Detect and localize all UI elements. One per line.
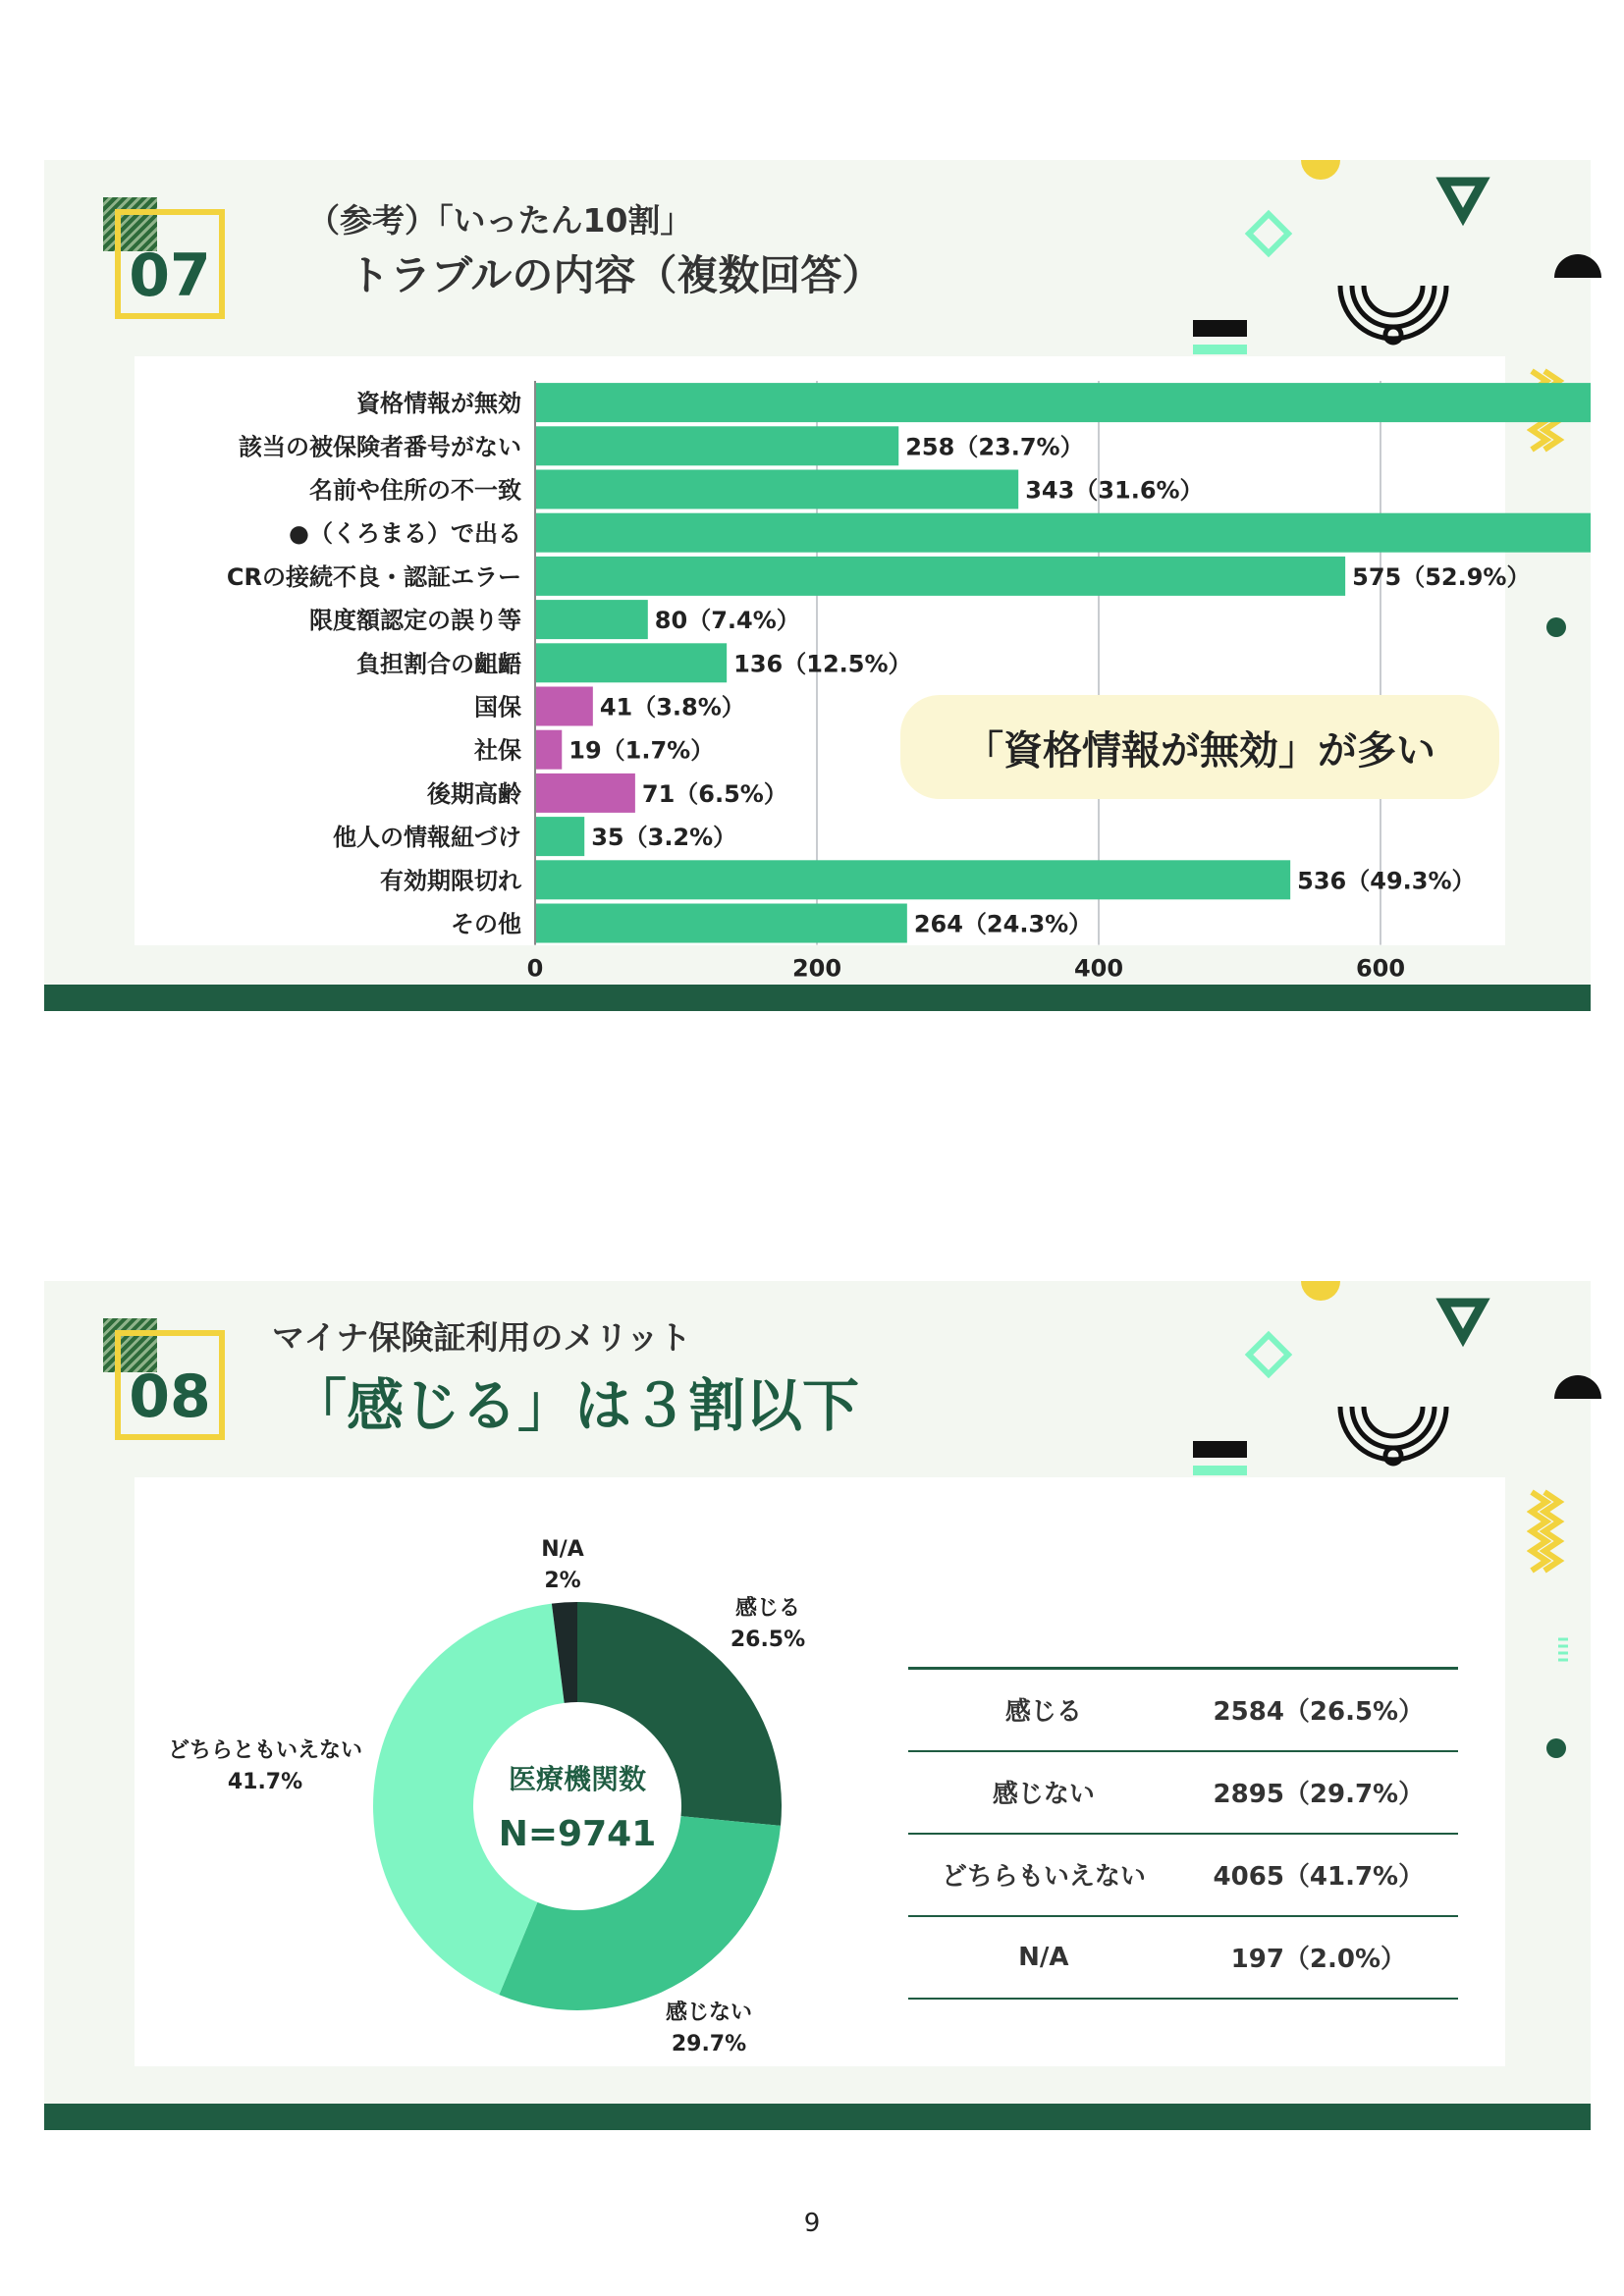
- value-label: 575（52.9%）: [1352, 562, 1531, 591]
- slide-number: 07: [129, 241, 211, 310]
- slice-label: N/A: [541, 1537, 584, 1562]
- diamond-icon: [1249, 1335, 1288, 1374]
- value-label: 41（3.8%）: [599, 693, 745, 721]
- x-tick-label: 400: [1073, 954, 1124, 983]
- table-row: [908, 1916, 1458, 1999]
- results-table: [908, 1667, 1458, 2000]
- stripes-icon: [1558, 1639, 1568, 1660]
- table-row: [908, 1834, 1458, 1916]
- x-tick-label: 600: [1355, 954, 1406, 983]
- table-cell-label: 感じない: [992, 1780, 1095, 1809]
- bar: [535, 687, 593, 726]
- bar-mint-icon: [1193, 1466, 1247, 1475]
- semicircle-yellow-icon: [1301, 1281, 1340, 1301]
- slide-subtitle: （参考）「いったん10割」: [307, 201, 693, 240]
- bar: [535, 643, 727, 682]
- slice-percent-label: 29.7%: [671, 2032, 747, 2056]
- category-label: 他人の情報紐づけ: [333, 824, 521, 852]
- category-label: CRの接続不良・認証エラー: [226, 562, 521, 591]
- bar: [535, 426, 898, 465]
- bar: [535, 600, 648, 639]
- table-cell-label: N/A: [1018, 1942, 1069, 1972]
- concentric-arcs-icon: [1340, 1407, 1446, 1464]
- table-cell-label: 感じる: [1004, 1697, 1082, 1728]
- slice-label: 感じる: [734, 1596, 801, 1621]
- slide-07: [44, 160, 1591, 1011]
- category-label: その他: [451, 910, 521, 938]
- slide-title: 「感じる」は３割以下: [290, 1372, 860, 1439]
- slide-title: トラブルの内容（複数回答）: [349, 251, 884, 299]
- slide-bottom-bar: [44, 985, 1591, 1011]
- category-label: 名前や住所の不一致: [309, 476, 521, 505]
- bar: [535, 860, 1290, 899]
- dot-icon: [1546, 1738, 1566, 1758]
- bar: [535, 557, 1345, 596]
- decoration-shapes: [1144, 1281, 1605, 1507]
- bar: [535, 730, 562, 770]
- table-cell-value: 2584（26.5%）: [1213, 1697, 1425, 1728]
- bar: [535, 513, 1591, 553]
- value-label: 80（7.4%）: [654, 607, 800, 635]
- table-cell-value: 4065（41.7%）: [1213, 1862, 1425, 1892]
- slice-label: 感じない: [665, 2001, 753, 2025]
- category-label: 限度額認定の誤り等: [309, 607, 521, 635]
- slice-percent-label: 26.5%: [730, 1628, 806, 1652]
- category-label: 後期高齢: [427, 779, 521, 808]
- slide-08: [44, 1281, 1591, 2130]
- donut-center-value: N=9741: [498, 1814, 657, 1854]
- value-label: 19（1.7%）: [568, 736, 715, 765]
- table-cell-label: どちらもいえない: [941, 1862, 1146, 1892]
- x-tick-label: 0: [526, 954, 544, 983]
- table-row: [908, 1669, 1458, 1751]
- value-label: 258（23.7%）: [905, 433, 1084, 461]
- triangle-icon: [1443, 1303, 1483, 1338]
- value-label: 536（49.3%）: [1297, 867, 1476, 895]
- bar: [535, 774, 635, 813]
- bar-chart: [44, 160, 1591, 1011]
- page-number: 9: [803, 2209, 821, 2238]
- slide-number: 08: [129, 1362, 211, 1431]
- slice-label: どちらともいえない: [167, 1738, 363, 1763]
- callout-bubble: 「資格情報が無効」が多い: [900, 695, 1499, 799]
- category-label: ●（くろまる）で出る: [289, 519, 521, 548]
- category-label: 該当の被保険者番号がない: [239, 433, 521, 461]
- slice-percent-label: 2%: [544, 1569, 581, 1593]
- value-label: 136（12.5%）: [733, 650, 912, 678]
- value-label: 264（24.3%）: [913, 910, 1093, 938]
- slice-percent-label: 41.7%: [227, 1770, 303, 1794]
- bar: [535, 383, 1591, 422]
- side-decorations: [1527, 1487, 1576, 1919]
- zigzag-icon: [1532, 1492, 1559, 1571]
- value-label: 343（31.6%）: [1025, 476, 1204, 505]
- bar: [535, 817, 584, 856]
- category-label: 国保: [474, 693, 521, 721]
- category-label: 社保: [474, 736, 521, 765]
- category-label: 資格情報が無効: [356, 390, 521, 418]
- value-label: 35（3.2%）: [591, 824, 737, 852]
- table-cell-value: 2895（29.7%）: [1213, 1780, 1425, 1809]
- slide-subtitle: マイナ保険証利用のメリット: [272, 1318, 692, 1357]
- bar: [535, 470, 1018, 509]
- value-label: 71（6.5%）: [641, 779, 787, 808]
- x-tick-label: 200: [791, 954, 842, 983]
- bar-black-icon: [1193, 1441, 1247, 1458]
- slide-bottom-bar: [44, 2104, 1591, 2130]
- donut-chart: [44, 1281, 928, 2132]
- semicircle-black-icon: [1554, 1375, 1601, 1399]
- bar: [535, 904, 907, 943]
- donut-center-title: 医療機関数: [508, 1763, 647, 1795]
- table-cell-value: 197（2.0%）: [1230, 1945, 1407, 1974]
- table-row: [908, 1751, 1458, 1834]
- category-label: 負担割合の齟齬: [356, 650, 521, 678]
- category-label: 有効期限切れ: [380, 867, 521, 895]
